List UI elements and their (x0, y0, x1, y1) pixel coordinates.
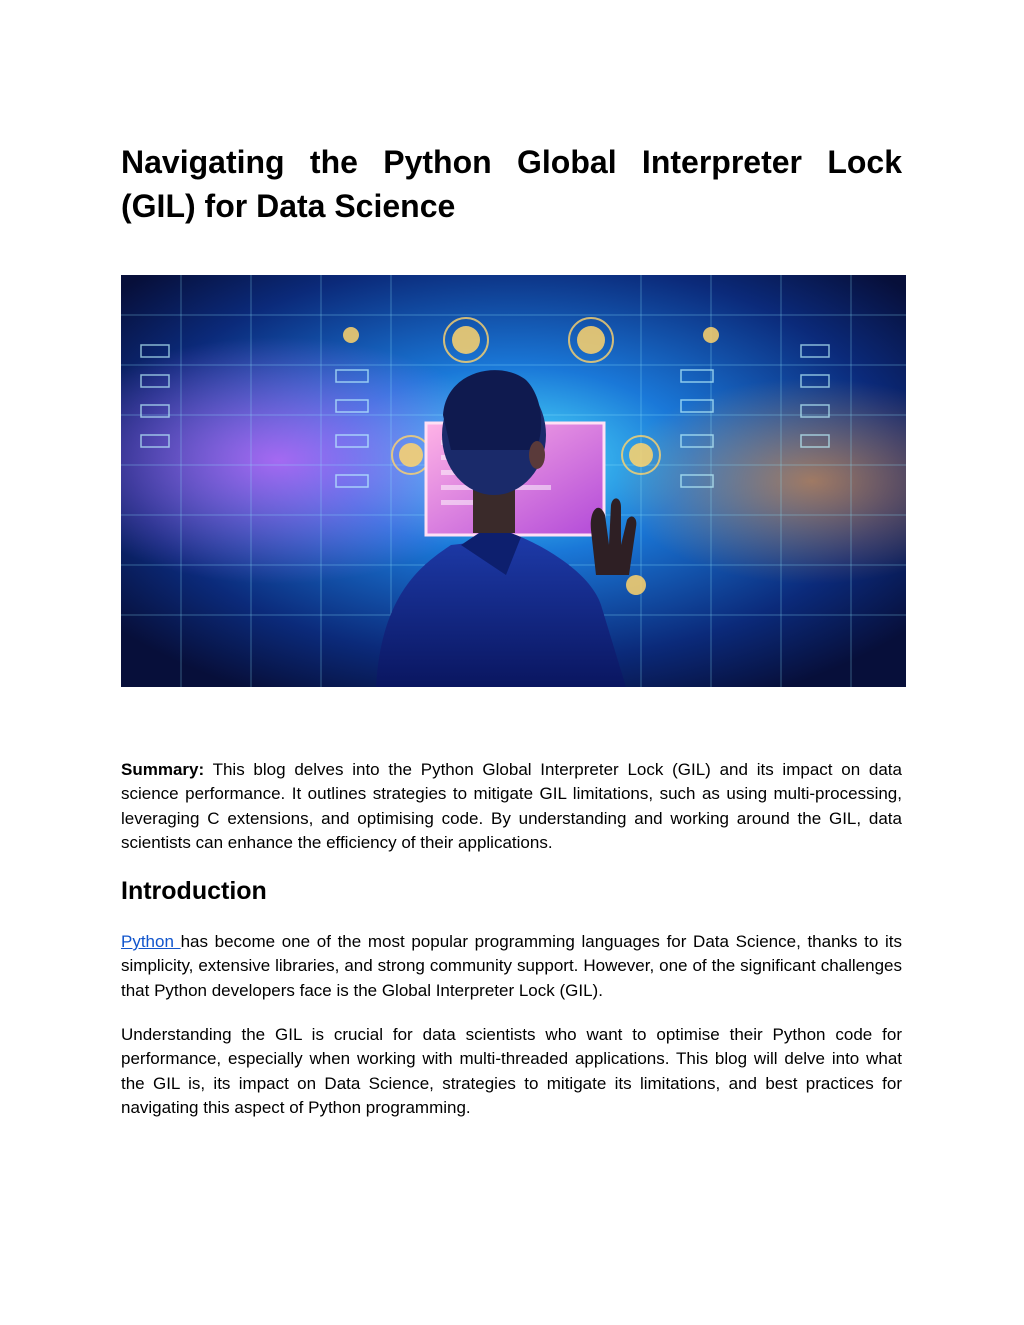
summary-paragraph (121, 758, 902, 855)
intro-paragraph-1-text: has become one of the most popular programming languages for Data Science, thanks to its simplicity, extensive libraries, and strong community support. However, one of the significant challenges that Python developers face is the Global Interpreter Lock (GIL). (121, 932, 903, 1000)
person-data-interface-illustration (121, 275, 906, 687)
hero-image (121, 275, 906, 687)
section-heading-introduction: Introduction (121, 877, 267, 905)
page-title: Navigating the Python Global Interpreter Lock (GIL) for Data Science (121, 144, 902, 224)
intro-paragraph-2: Understanding the GIL is crucial for data scientists who want to optimise their Python code for performance, especially when working with multi-threaded applications. This blog will delve into what the GIL is, its impact on Data Science, strategies to mitigate its limitations, and best practices for navigating this aspect of Python programming. (121, 1025, 902, 1117)
python-link[interactable]: Python (121, 932, 181, 951)
summary-text: This blog delves into the Python Global Interpreter Lock (GIL) and its impact on data science performance. It outlines strategies to mitigate GIL limitations, such as using multi-processing, leveraging C extensions, and optimising code. By understanding and working around the GIL, data scientists can enhance the efficiency of their applications. (121, 760, 902, 852)
summary-label: Summary: (121, 760, 205, 779)
intro-paragraph-1 (121, 930, 902, 1003)
